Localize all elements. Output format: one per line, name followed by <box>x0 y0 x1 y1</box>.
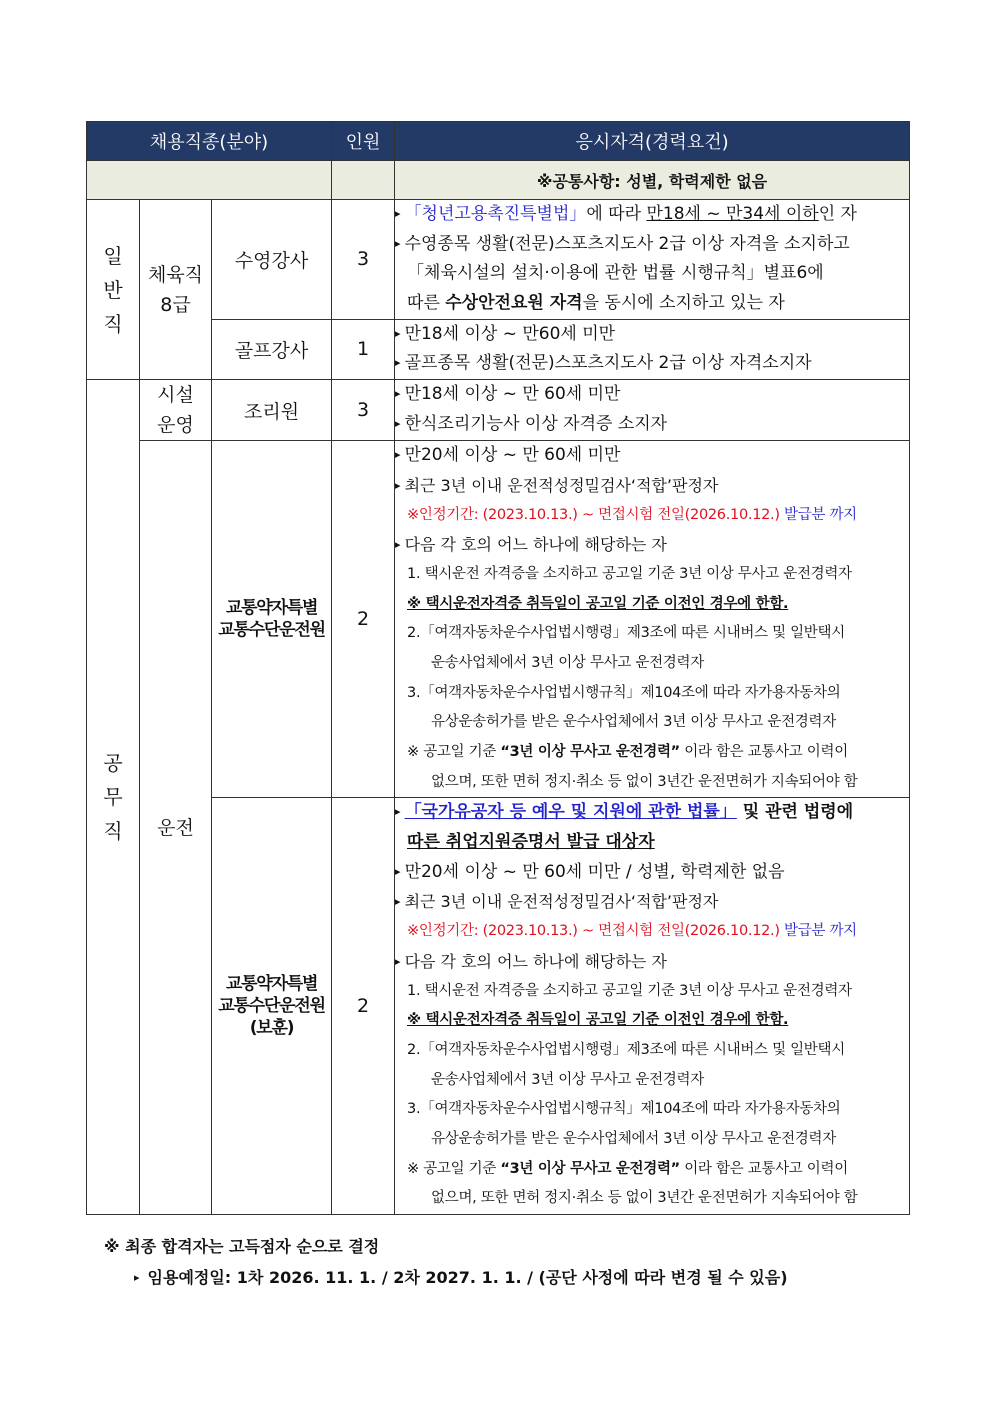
qual-line: 2.「여객자동차운수사업법시행령」제3조에 따른 시내버스 및 일반택시 <box>407 625 845 642</box>
qual-line: 없으며, 또한 면허 정지·취소 등 없이 3년간 운전면허가 지속되어야 함 <box>431 1190 858 1207</box>
qualification-cell <box>395 200 910 320</box>
qual-line: 유상운송허가를 받은 운수사업체에서 3년 이상 무사고 운전경력자 <box>431 1130 836 1147</box>
qual-line: ▸ 다음 각 호의 어느 하나에 해당하는 자 <box>395 947 909 977</box>
qual-line: 1. 택시운전 자격증을 소지하고 공고일 기준 3년 이상 무사고 운전경력자 <box>407 565 852 582</box>
qual-line: 2.「여객자동차운수사업법시행령」제3조에 따른 시내버스 및 일반택시 <box>407 1041 845 1058</box>
qual-line: ※ 택시운전자격증 취득일이 공고일 기준 이전인 경우에 한함. <box>407 1012 789 1029</box>
table-row <box>87 200 910 320</box>
qualification-cell <box>395 798 910 1215</box>
qualification-cell <box>395 319 910 379</box>
job-special-transport-driver-veterans: 교통약자특별 교통수단운전원 (보훈) <box>212 798 332 1215</box>
job-swim-instructor: 수영강사 <box>212 200 332 320</box>
qual-line: ▸ 만18세 이상 ~ 만60세 미만 <box>395 320 909 350</box>
header-headcount: 인원 <box>332 122 395 161</box>
subgroup-sports: 체육직 8급 <box>140 200 212 380</box>
qual-line: ▸ 최근 3년 이내 운전적성정밀검사‘적합’판정자 <box>395 887 909 917</box>
common-empty-cell <box>87 161 332 200</box>
table-row <box>87 441 910 798</box>
qualification-cell <box>395 380 910 441</box>
qual-line: ▸ 다음 각 호의 어느 하나에 해당하는 자 <box>395 530 909 560</box>
qual-line: ※ 공고일 기준 “3년 이상 무사고 운전경력” 이라 함은 교통사고 이력이 <box>407 1160 848 1177</box>
qualification-cell <box>395 441 910 798</box>
recruitment-table <box>86 121 910 1215</box>
qual-line: ※인정기간: (2023.10.13.) ~ 면접시험 전일(2026.10.12.) 발급분 까지 <box>407 506 857 523</box>
group-general: 일 반 직 <box>87 200 140 380</box>
header-job-category: 채용직종(분야) <box>87 122 332 161</box>
qual-line: ▸ 만20세 이상 ~ 만 60세 미만 <box>395 441 909 471</box>
headcount: 3 <box>332 200 395 320</box>
qual-line: 유상운송허가를 받은 운수사업체에서 3년 이상 무사고 운전경력자 <box>431 714 836 731</box>
qual-line: 1. 택시운전 자격증을 소지하고 공고일 기준 3년 이상 무사고 운전경력자 <box>407 982 852 999</box>
qual-line: ▸ 최근 3년 이내 운전적성정밀검사‘적합’판정자 <box>395 471 909 501</box>
qual-line: 따른 취업지원증명서 발급 대상자 <box>407 832 655 853</box>
appointment-date-note: ▸ 임용예정일: 1차 2026. 11. 1. / 2차 2027. 1. 1. / (공단 사정에 따라 변경 될 수 있음) <box>134 1265 788 1288</box>
qual-line: ▸ 「청년고용촉진특별법」에 따라 만18세 ~ 만34세 이하인 자 <box>395 200 909 230</box>
qual-line: ▸ 한식조리기능사 이상 자격증 소지자 <box>395 410 909 440</box>
common-note: ※공통사항: 성별, 학력제한 없음 <box>395 161 910 200</box>
qual-line: ※인정기간: (2023.10.13.) ~ 면접시험 전일(2026.10.12.) 발급분 까지 <box>407 923 857 940</box>
qual-line: 따른 수상안전요원 자격을 동시에 소지하고 있는 자 <box>407 293 785 314</box>
headcount: 3 <box>332 380 395 441</box>
qual-line: ▸ 골프종목 생활(전문)스포츠지도사 2급 이상 자격소지자 <box>395 349 909 379</box>
table-row <box>87 380 910 441</box>
headcount: 2 <box>332 441 395 798</box>
headcount: 1 <box>332 319 395 379</box>
qual-line: ▸ 수영종목 생활(전문)스포츠지도사 2급 이상 자격을 소지하고 <box>395 230 909 260</box>
qual-line: 없으며, 또한 면허 정지·취소 등 없이 3년간 운전면허가 지속되어야 함 <box>431 773 858 790</box>
qual-line: ※ 택시운전자격증 취득일이 공고일 기준 이전인 경우에 한함. <box>407 595 789 612</box>
qual-line: 3.「여객자동차운수사업법시행규칙」제104조에 따라 자가용자동차의 <box>407 684 841 701</box>
job-golf-instructor: 골프강사 <box>212 319 332 379</box>
common-empty-count <box>332 161 395 200</box>
final-selection-note: ※ 최종 합격자는 고득점자 순으로 결정 <box>104 1237 380 1256</box>
job-special-transport-driver: 교통약자특별 교통수단운전원 <box>212 441 332 798</box>
qual-line: ※ 공고일 기준 “3년 이상 무사고 운전경력” 이라 함은 교통사고 이력이 <box>407 744 848 760</box>
qual-line: 3.「여객자동차운수사업법시행규칙」제104조에 따라 자가용자동차의 <box>407 1101 841 1118</box>
header-qualifications: 응시자격(경력요건) <box>395 122 910 161</box>
qual-line: ▸ 만20세 이상 ~ 만 60세 미만 / 성별, 학력제한 없음 <box>395 858 909 888</box>
subgroup-facility: 시설 운영 <box>140 380 212 441</box>
group-public: 공 무 직 <box>87 380 140 1215</box>
headcount: 2 <box>332 798 395 1215</box>
qual-line: ▸ 「국가유공자 등 예우 및 지원에 관한 법률」 및 관련 법령에 <box>395 798 909 828</box>
qual-line: ▸ 만18세 이상 ~ 만 60세 미만 <box>395 380 909 410</box>
qual-line: 「체육시설의 설치·이용에 관한 법률 시행규칙」별표6에 <box>407 263 824 284</box>
job-cook: 조리원 <box>212 380 332 441</box>
qual-line: 운송사업체에서 3년 이상 무사고 운전경력자 <box>431 654 704 671</box>
subgroup-driving: 운전 <box>140 441 212 1215</box>
qual-line: 운송사업체에서 3년 이상 무사고 운전경력자 <box>431 1071 704 1088</box>
